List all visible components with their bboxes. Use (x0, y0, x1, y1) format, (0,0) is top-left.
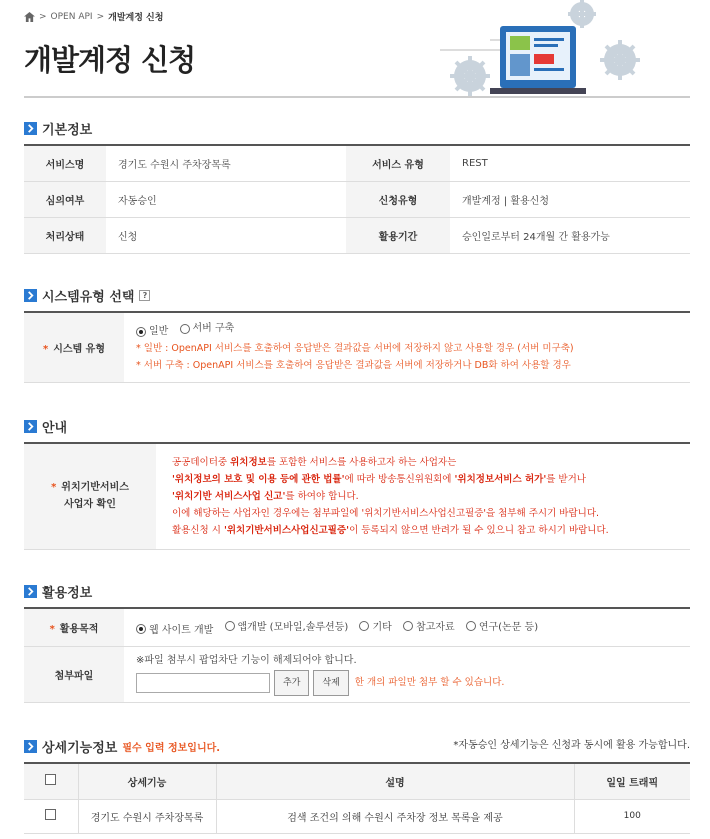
required-note: 필수 입력 정보입니다. (122, 743, 221, 754)
system-note-server: * 서버 구축 : OpenAPI 서비스를 호출하여 응답받은 결과값을 서버에 저장하거나 DB화 하여 사용할 경우 (136, 360, 571, 372)
service-type-value: REST (450, 145, 690, 181)
guide-table (24, 442, 690, 550)
attachment-cell (124, 646, 690, 702)
radio-label: 앱개발 (모바일,솔루션등) (237, 622, 349, 634)
system-type-label (24, 312, 124, 382)
function-description: 검색 조건의 의해 수원시 주차장 정보 목록을 제공 (216, 799, 574, 833)
notice-text: 공공데이터중 (172, 456, 231, 468)
notice-bold: 위치정보 (230, 456, 267, 468)
system-type-title (24, 286, 150, 305)
chevron-right-icon (24, 740, 37, 753)
purpose-label (24, 608, 124, 646)
notice-text: 활용신청 시 (172, 524, 224, 536)
page-title: 개발계정 신청 (24, 43, 196, 77)
notice-bold: '위치정보서비스 허가' (454, 473, 547, 485)
radio-app[interactable] (225, 618, 349, 633)
radio-label: 참고자료 (415, 622, 455, 634)
radio-server-circle[interactable] (180, 324, 190, 334)
review-label: 심의여부 (24, 181, 106, 217)
radio-server[interactable] (180, 320, 235, 337)
section-label: 기본정보 (42, 123, 93, 138)
request-type-label: 신청유형 (346, 181, 450, 217)
col-header-traffic: 일일 트래픽 (574, 763, 690, 799)
notice-text: 이 등록되지 않으면 반려가 될 수 있으니 참고 하시기 바랍니다. (349, 524, 609, 536)
basic-info-table (24, 144, 690, 254)
label-text: 사업자 확인 (64, 499, 116, 511)
request-type-value: 개발계정 | 활용신청 (450, 181, 690, 217)
radio-label: 기타 (372, 622, 392, 634)
guide-title (24, 417, 67, 436)
hero-illustration (440, 0, 640, 96)
notice-text: 에 따라 방송통신위원회에 (344, 473, 455, 485)
notice-text: 이에 해당하는 사업자인 경우에는 첨부파일에 '위치기반서비스사업신고필증'을 첨부해 주시기 바랍니다. (172, 507, 600, 519)
radio-general[interactable] (136, 323, 168, 340)
file-warning: 한 개의 파일만 첨부 할 수 있습니다. (354, 677, 505, 688)
table-row (24, 608, 690, 646)
home-icon[interactable] (24, 12, 35, 22)
table-row (24, 799, 690, 833)
section-label: 상세기능정보 (42, 741, 118, 756)
location-service-notice (156, 443, 690, 549)
section-label: 활용정보 (42, 586, 93, 601)
required-star: * (49, 623, 55, 635)
chevron-right-icon: > (96, 11, 105, 22)
table-row (24, 443, 690, 549)
radio-label: 웹 사이트 개발 (149, 625, 214, 637)
table-header-row (24, 763, 690, 799)
radio-research[interactable] (466, 618, 538, 633)
row-select-cell (24, 799, 78, 833)
radio-reference-circle[interactable] (403, 621, 413, 631)
add-file-button[interactable]: 추가 (274, 670, 309, 696)
system-type-options (124, 312, 690, 382)
file-input[interactable] (136, 673, 270, 693)
system-note-general: * 일반 : OpenAPI 서비스를 호출하여 응답받은 결과값을 서버에 저장하지 않고 사용할 경우 (서버 미구축) (136, 343, 574, 355)
basic-info-title (24, 119, 92, 138)
notice-text: 를 하여야 합니다. (285, 490, 359, 502)
status-label: 처리상태 (24, 217, 106, 253)
auto-approval-note: *자동승인 상세기능은 신청과 동시에 활용 가능합니다. (453, 740, 690, 751)
attachment-label: 첨부파일 (24, 646, 124, 702)
help-icon[interactable]: ? (139, 290, 150, 301)
function-name: 경기도 수원시 주차장목록 (78, 799, 216, 833)
radio-etc[interactable] (359, 618, 391, 633)
breadcrumb (24, 10, 163, 23)
review-value: 자동승인 (106, 181, 346, 217)
breadcrumb-open-api[interactable]: OPEN API (50, 11, 93, 22)
notice-bold: '위치정보의 보호 및 이용 등에 관한 법률' (172, 473, 345, 485)
table-row (24, 312, 690, 382)
radio-label: 연구(논문 등) (478, 622, 539, 634)
chevron-right-icon (24, 122, 37, 135)
row-checkbox[interactable] (45, 809, 56, 820)
detail-table (24, 762, 690, 834)
breadcrumb-current: 개발계정 신청 (108, 13, 164, 23)
required-star: * (51, 482, 57, 494)
title-divider (24, 96, 690, 98)
radio-label: 일반 (149, 326, 169, 338)
radio-general-circle[interactable] (136, 327, 146, 337)
radio-app-circle[interactable] (225, 621, 235, 631)
notice-bold: '위치기반서비스사업신고필증' (223, 524, 350, 536)
period-value: 승인일로부터 24개월 간 활용가능 (450, 217, 690, 253)
radio-label: 서버 구축 (192, 323, 235, 335)
daily-traffic: 100 (574, 799, 690, 833)
table-row (24, 145, 690, 181)
table-row (24, 181, 690, 217)
location-service-label (24, 443, 156, 549)
col-header-description: 설명 (216, 763, 574, 799)
notice-text: 를 받거나 (546, 473, 586, 485)
chevron-right-icon (24, 420, 37, 433)
required-star: * (42, 343, 49, 355)
attachment-note: ※파일 첨부시 팝업차단 기능이 해제되어야 합니다. (136, 655, 357, 666)
notice-text: 를 포함한 서비스를 사용하고자 하는 사업자는 (266, 456, 457, 468)
radio-reference[interactable] (403, 618, 455, 633)
service-type-label: 서비스 유형 (346, 145, 450, 181)
label-text: 시스템 유형 (53, 343, 106, 355)
detail-title (24, 737, 220, 756)
label-text: 활용목적 (59, 623, 99, 635)
select-all-checkbox[interactable] (45, 774, 56, 785)
service-name-value: 경기도 수원시 주차장목록 (106, 145, 346, 181)
radio-web-circle[interactable] (136, 624, 146, 634)
chevron-right-icon: > (39, 11, 47, 22)
section-label: 안내 (42, 421, 68, 436)
purpose-options (124, 608, 690, 646)
chevron-right-icon (24, 289, 37, 302)
radio-web[interactable] (136, 621, 213, 636)
chevron-right-icon (24, 585, 37, 598)
table-row (24, 646, 690, 702)
system-type-table (24, 311, 690, 383)
section-label: 시스템유형 선택 (42, 290, 135, 305)
usage-title (24, 582, 92, 601)
service-name-label: 서비스명 (24, 145, 106, 181)
notice-bold: '위치기반 서비스사업 신고' (172, 490, 286, 502)
usage-table (24, 607, 690, 703)
radio-etc-circle[interactable] (359, 621, 369, 631)
radio-research-circle[interactable] (466, 621, 476, 631)
delete-file-button[interactable]: 삭제 (313, 670, 348, 696)
label-text: 위치기반서비스 (61, 482, 129, 494)
select-all-cell (24, 763, 78, 799)
table-row (24, 217, 690, 253)
period-label: 활용기간 (346, 217, 450, 253)
col-header-function: 상세기능 (78, 763, 216, 799)
status-value: 신청 (106, 217, 346, 253)
